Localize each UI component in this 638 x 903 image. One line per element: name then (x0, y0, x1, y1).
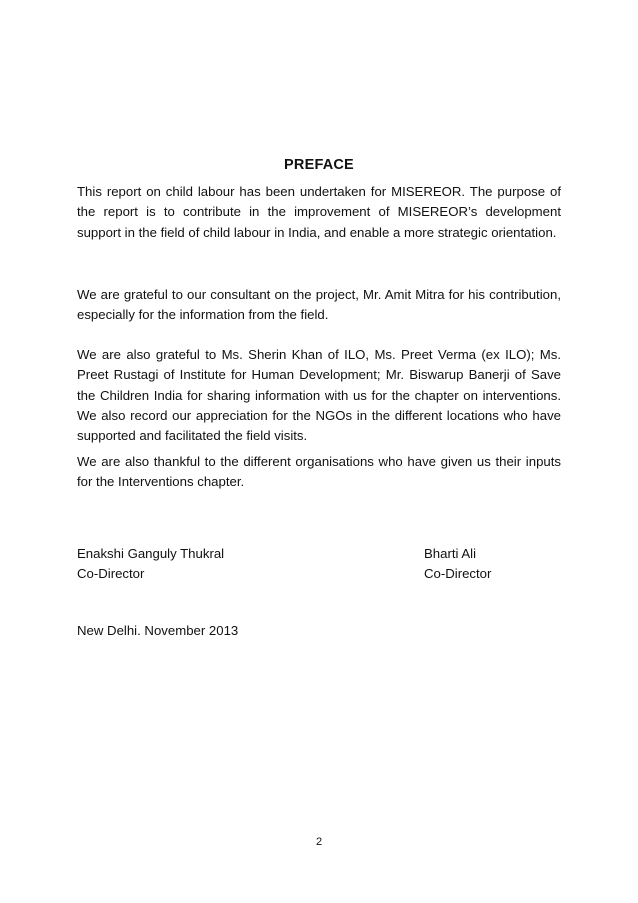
signature-block-left (77, 544, 224, 585)
preface-paragraph-4: We are also thankful to the different organisations who have given us their inputs for the Interventions chapter. (77, 454, 561, 490)
signatory-name: Enakshi Ganguly Thukral (77, 546, 225, 561)
signatory-role: Co-Director (424, 566, 492, 582)
preface-paragraph-3: We are also grateful to Ms. Sherin Khan of ILO, Ms. Preet Verma (ex ILO); Ms. Preet Rustagi of Institute for Human Development; Mr. Biswarup Banerji of Save the Children India for sharing information with us for the chapter on interventions. We also record our appreciation for the NGOs in the different locations who have supported and facilitated the field visits. (77, 347, 561, 444)
signatory-name: Bharti Ali (424, 546, 477, 561)
preface-paragraph-2: We are grateful to our consultant on the project, Mr. Amit Mitra for his contribution, especially for the information from the field. (77, 287, 561, 323)
page-number: 2 (315, 836, 323, 848)
signature-block-right (424, 544, 491, 585)
place-date: New Delhi. November 2013 (77, 623, 239, 638)
signatory-role: Co-Director (77, 566, 145, 582)
preface-paragraph-1: This report on child labour has been undertaken for MISEREOR. The purpose of the report is to contribute in the improvement of MISEREOR’s development support in the field of child labour in India, and enable a more strategic orientation. (77, 184, 561, 240)
page-title: PREFACE (284, 157, 354, 173)
